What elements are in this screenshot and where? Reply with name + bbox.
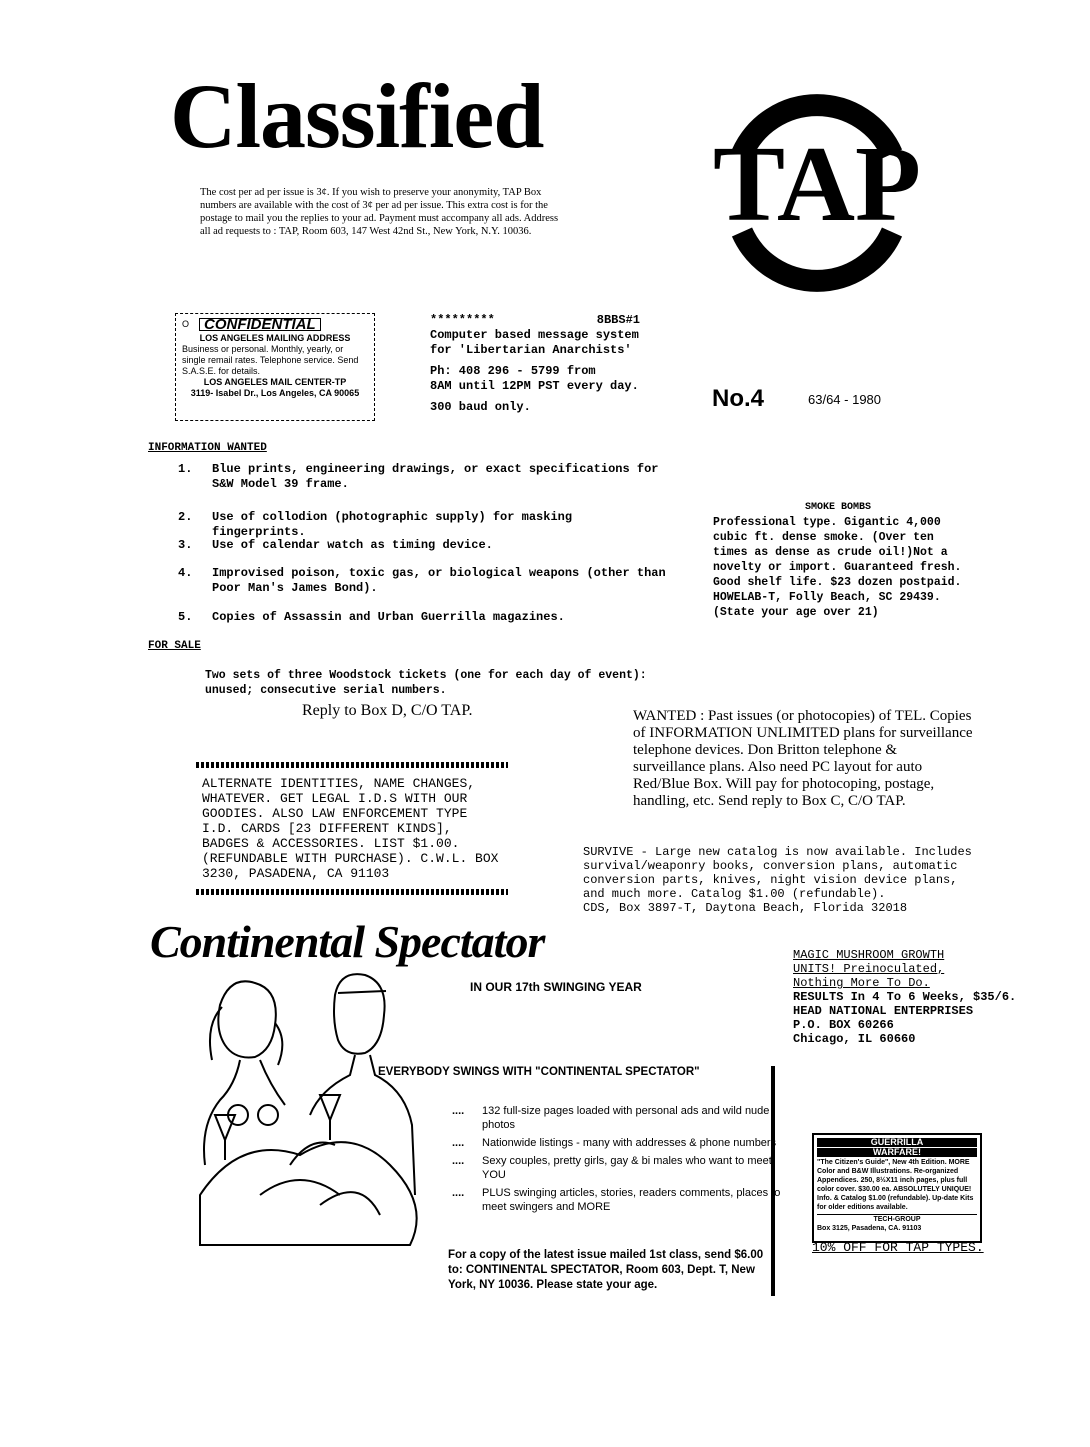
survive-body: SURVIVE - Large new catalog is now available. Includes survival/weaponry books, conversion plans, automatic conversion parts, knives, night vision device plans, and much more. Catalog $1.00 (refundable). (583, 845, 972, 901)
list-item (452, 1154, 782, 1182)
survive-address: CDS, Box 3897-T, Daytona Beach, Florida 32018 (583, 901, 908, 915)
wavy-border-bottom (196, 889, 508, 895)
page-title: Classified (170, 65, 544, 167)
magic-mushroom-ad (793, 948, 1043, 1046)
confidential-line2: Business or personal. Monthly, yearly, or single remail rates. Telephone service. Send S.A.S.E. for details. (182, 344, 359, 376)
bullet-text: PLUS swinging articles, stories, readers comments, places to meet swingers and MORE (482, 1187, 781, 1213)
continental-spectator-subtitle: IN OUR 17th SWINGING YEAR (470, 980, 642, 994)
bbs-line2: for 'Libertarian Anarchists' (430, 343, 632, 357)
mushroom-line4: RESULTS In 4 To 6 Weeks, $35/6. (793, 990, 1017, 1004)
intro-text: The cost per ad per issue is 3¢. If you wish to preserve your anonymity, TAP Box numbers are available with the cost of 3¢ per ad per issue. This extra cost is for the postage to mail you the replies to your ad. Payment must accompany all ads. Address all ad requests to : TAP, Room 603, 147 West 42nd St., New York, N.Y. 10036. (200, 187, 559, 237)
tel-wanted-ad: WANTED : Past issues (or photocopies) of TEL. Copies of INFORMATION UNLIMITED plans for surveillance telephone devices. Don Britton telephone & surveillance plans. Also need PC layout for auto Red/Blue Box. Will pay for photocoping, postage, handling, etc. Send reply to Box C, C/O TAP. (633, 708, 973, 809)
woodstock-ad: Two sets of three Woodstock tickets (one for each day of event): unused; consecutive serial numbers. (205, 669, 647, 697)
guerrilla-foot1: TECH-GROUP (817, 1214, 977, 1224)
confidential-brand: CONFIDENTIAL (199, 318, 321, 331)
continental-spectator-title: Continental Spectator (150, 916, 545, 967)
survive-ad (583, 845, 983, 915)
bullet-dots: .... (452, 1187, 465, 1199)
woodstock-reply: Reply to Box D, C/O TAP. (302, 702, 473, 719)
continental-spectator-order: For a copy of the latest issue mailed 1st class, send $6.00 to: CONTINENTAL SPECTATOR, Room 603, Dept. T, New York, NY 10036. Please state your age. (448, 1249, 764, 1291)
tap-bell-logo-icon (672, 92, 962, 292)
wanted-item (178, 610, 670, 625)
alternate-identities-body: ALTERNATE IDENTITIES, NAME CHANGES, WHATEVER. GET LEGAL I.D.S WITH OUR GOODIES. ALSO LAW ENFORCEMENT TYPE I.D. CARDS [23 DIFFERENT KINDS], BADGES & ACCESSORIES. LIST $1.00. (REFUNDABLE WITH PURCHASE). C.W.L. BOX 3230, PASADENA, CA 91103 (202, 776, 499, 881)
confidential-line3: LOS ANGELES MAIL CENTER-TP (203, 377, 347, 387)
wanted-item (178, 462, 670, 492)
bullet-text: Sexy couples, pretty girls, gay & bi males who want to meet YOU (482, 1155, 772, 1181)
bbs-stars: ********* (430, 313, 495, 327)
confidential-o: O (182, 319, 190, 329)
wanted-item (178, 538, 670, 553)
mushroom-line7: Chicago, IL 60660 (793, 1032, 916, 1046)
mushroom-line6: P.O. BOX 60266 (793, 1018, 894, 1032)
wanted-item (178, 510, 670, 540)
wanted-item-text: Improvised poison, toxic gas, or biological weapons (other than Poor Man's James Bond). (212, 566, 666, 595)
mushroom-line3: Nothing More To Do. (793, 976, 930, 990)
tap-discount: 10% OFF FOR TAP TYPES. (812, 1240, 984, 1255)
bullet-dots: .... (452, 1137, 465, 1149)
tap-logo-letters: TAP (713, 125, 921, 244)
confidential-ad (175, 313, 375, 421)
wanted-item-number: 3. (178, 538, 193, 552)
smoke-bombs-heading: SMOKE BOMBS (804, 502, 871, 513)
wanted-item-number: 2. (178, 510, 193, 524)
bbs-id: 8BBS#1 (596, 313, 640, 327)
list-item (452, 1186, 782, 1214)
mushroom-line5: HEAD NATIONAL ENTERPRISES (793, 1004, 974, 1018)
confidential-line4: 3119- Isabel Dr., Los Angeles, CA 90065 (190, 388, 360, 398)
couple-illustration-icon (160, 965, 460, 1255)
alternate-identities-ad (196, 762, 508, 895)
issue-number: No.4 (712, 385, 765, 412)
issue-date: 63/64 - 1980 (808, 392, 882, 407)
mushroom-line1: MAGIC MUSHROOM GROWTH (793, 948, 945, 962)
guerrilla-title2: WARFARE! (817, 1148, 977, 1157)
list-item (452, 1136, 782, 1150)
bbs-line1: Computer based message system (430, 328, 639, 342)
wanted-item-number: 5. (178, 610, 193, 624)
bbs-line5: 300 baud only. (430, 400, 531, 414)
guerrilla-warfare-ad (812, 1133, 982, 1243)
wanted-item-number: 1. (178, 462, 193, 476)
wanted-item-text: Use of calendar watch as timing device. (212, 538, 493, 552)
smoke-bombs-body: Professional type. Gigantic 4,000 cubic ft. dense smoke. (Over ten times as dense as crude oil!)Not a novelty or import. Guaranteed fresh. Good shelf life. $23 dozen postpaid. HOWELAB-T, Folly Beach, SC 29439. (State your age over 21) (713, 516, 962, 619)
mushroom-line2: UNITS! Preinoculated, (793, 962, 945, 976)
bullet-text: Nationwide listings - many with addresses & phone numbers (482, 1137, 777, 1149)
guerrilla-body: "The Citizen's Guide", New 4th Edition. MORE Color and B&W Illustrations. Re-organized Appendices. 250, 8½X11 inch pages, plus full color cover. $30.00 ea. ABSOLUTELY UNIQUE! Info. & Catalog $1.00 (refundable). Up-date Kits for older editions available. (817, 1159, 974, 1211)
bullet-text: 132 full-size pages loaded with personal ads and wild nude photos (482, 1105, 770, 1131)
smoke-bombs-ad (713, 500, 963, 620)
bbs-line3: Ph: 408 296 - 5799 from (430, 364, 596, 378)
guerrilla-title1: GUERRILLA (817, 1138, 977, 1147)
wanted-item-text: Use of collodion (photographic supply) for masking fingerprints. (212, 510, 573, 539)
list-item (452, 1104, 782, 1132)
guerrilla-foot2: Box 3125, Pasadena, CA. 91103 (817, 1225, 922, 1232)
wanted-item-number: 4. (178, 566, 193, 580)
wanted-item-text: Copies of Assassin and Urban Guerrilla magazines. (212, 610, 565, 624)
bbs-line4: 8AM until 12PM PST every day. (430, 379, 639, 393)
continental-spectator-tagline: EVERYBODY SWINGS WITH "CONTINENTAL SPECTATOR" (378, 1066, 700, 1078)
bullet-dots: .... (452, 1105, 465, 1117)
confidential-line1: LOS ANGELES MAILING ADDRESS (199, 333, 351, 343)
bullet-dots: .... (452, 1155, 465, 1167)
continental-spectator-bullets (452, 1104, 782, 1218)
bbs-ad (430, 313, 680, 415)
wanted-item (178, 566, 670, 596)
info-wanted-heading: INFORMATION WANTED (148, 442, 267, 454)
wanted-item-text: Blue prints, engineering drawings, or exact specifications for S&W Model 39 frame. (212, 462, 659, 491)
for-sale-heading: FOR SALE (148, 640, 201, 652)
